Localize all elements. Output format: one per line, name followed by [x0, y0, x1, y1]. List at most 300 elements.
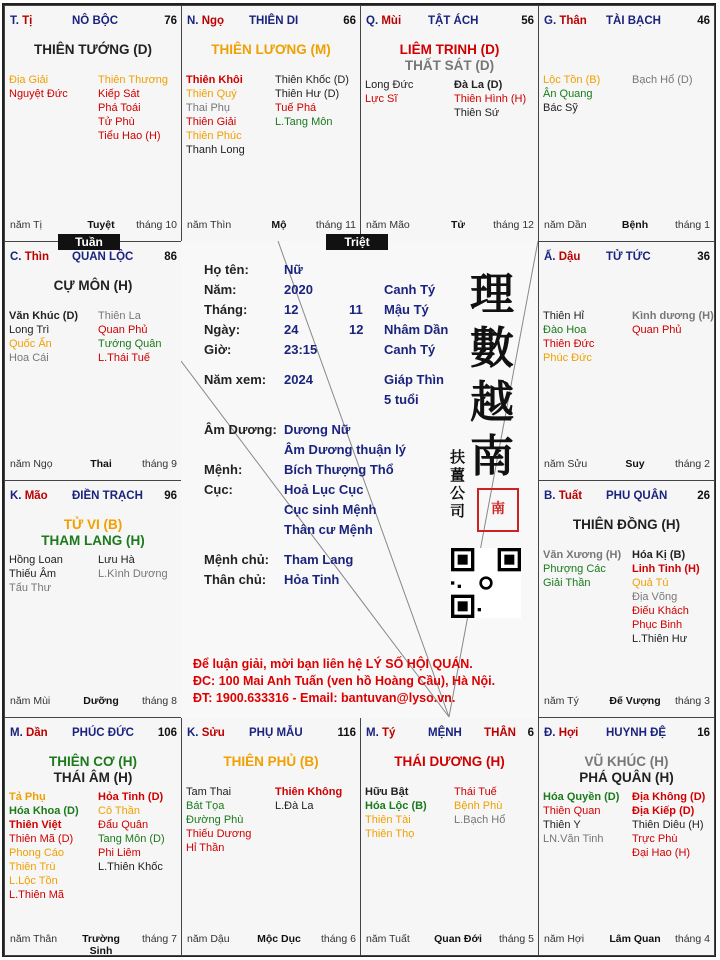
life-stage: Bệnh: [621, 219, 649, 231]
palace-header: [366, 727, 534, 743]
palace-year: năm Thân: [10, 933, 58, 945]
minor-star[interactable]: Thiếu Dương: [186, 828, 252, 840]
main-stars: [5, 278, 181, 294]
palace-footer: [187, 933, 356, 947]
minor-star[interactable]: Bát Tọa: [186, 800, 225, 812]
minor-star[interactable]: Đẩu Quân: [98, 819, 149, 831]
minor-star[interactable]: Phúc Đức: [543, 352, 592, 364]
minor-stars-left: [186, 73, 245, 157]
info-value: Hoả Lục Cục: [284, 482, 364, 497]
info-label: Ngày:: [204, 322, 241, 337]
minor-stars-right: [632, 73, 693, 87]
calligraphy-char: 理: [470, 269, 514, 320]
info-can-chi: Mậu Tý: [384, 302, 429, 317]
palace-age: 36: [697, 251, 710, 263]
info-label: Cục:: [204, 482, 233, 497]
info-lunar-value: 12: [349, 322, 364, 337]
minor-star[interactable]: Thái Tuế: [454, 786, 497, 798]
minor-star[interactable]: L.Thiên Hư: [632, 633, 688, 645]
life-stage: Thai: [90, 458, 112, 470]
heavenly-stem: K.: [10, 490, 22, 502]
minor-star[interactable]: L.Thiên Khốc: [98, 861, 163, 873]
palace-name: PHỤ MẪU: [249, 727, 303, 739]
contact-address: ĐC: 100 Mai Anh Tuấn (ven hồ Hoàng Cầu), Hà Nội.: [193, 674, 496, 688]
heavenly-stem: N.: [187, 15, 199, 27]
minor-stars-right: [454, 785, 505, 827]
palace-thin[interactable]: [4, 241, 182, 481]
heavenly-stem: M.: [10, 727, 23, 739]
palace-ngo[interactable]: [181, 5, 361, 242]
minor-star[interactable]: Ân Quang: [543, 88, 593, 100]
minor-star[interactable]: Hóa Lộc (B): [365, 800, 427, 812]
palace-footer: [10, 933, 177, 956]
palace-month: tháng 4: [674, 933, 710, 945]
main-star[interactable]: PHÁ QUÂN (H): [579, 770, 674, 785]
info-label: Giờ:: [204, 342, 232, 357]
palace-header: [544, 251, 710, 267]
info-value: Cục sinh Mệnh: [284, 502, 377, 517]
earthly-branch: Thân: [559, 15, 587, 27]
life-stage: Suy: [625, 458, 645, 470]
palace-stem-branch: [366, 15, 401, 27]
palace-header: [187, 727, 356, 743]
earthly-branch: Tý: [381, 727, 396, 739]
main-star[interactable]: THIÊN LƯƠNG (M): [211, 42, 331, 57]
minor-star[interactable]: Long Đức: [365, 79, 414, 91]
minor-star[interactable]: Hồng Loan: [9, 554, 63, 566]
info-value: 2024: [284, 372, 313, 387]
minor-star[interactable]: Lực Sĩ: [365, 93, 398, 105]
heavenly-stem: Đ.: [544, 727, 556, 739]
life-stage: Tuyệt: [87, 219, 115, 231]
info-value: Tham Lang: [284, 552, 354, 567]
palace-footer: [544, 933, 710, 947]
minor-star[interactable]: Tả Phụ: [9, 791, 46, 803]
minor-star[interactable]: Hóa Quyền (D): [543, 791, 620, 803]
palace-month: tháng 1: [674, 219, 710, 231]
palace-month: tháng 12: [493, 219, 534, 231]
palace-dan[interactable]: [4, 717, 182, 956]
main-star[interactable]: THẤT SÁT (D): [404, 58, 495, 73]
minor-star[interactable]: Đường Phù: [186, 814, 244, 826]
life-stage: Trường Sinh: [82, 933, 120, 956]
main-star[interactable]: VŨ KHÚC (H): [584, 754, 669, 769]
minor-stars-left: [543, 309, 594, 365]
minor-star[interactable]: Thai Phụ: [186, 102, 231, 114]
main-star[interactable]: THAM LANG (H): [41, 533, 145, 548]
minor-star[interactable]: Thiên Phúc: [186, 130, 242, 142]
main-stars: [5, 754, 181, 786]
palace-header: [544, 727, 710, 743]
minor-stars-left: [543, 790, 619, 846]
info-can-chi: Canh Tý: [384, 342, 436, 357]
minor-star[interactable]: Đà La (D): [454, 79, 503, 91]
minor-star[interactable]: Thiên Việt: [9, 819, 62, 831]
minor-star[interactable]: Bạch Hổ (D): [632, 74, 693, 86]
palace-age: 86: [164, 251, 177, 263]
main-star[interactable]: THÁI DƯƠNG (H): [394, 754, 505, 769]
minor-stars-left: [186, 785, 251, 855]
minor-star[interactable]: Trực Phù: [632, 833, 678, 845]
minor-stars-right: [98, 73, 168, 143]
calligraphy-small-char: 扶: [450, 448, 466, 466]
palace-ti[interactable]: [4, 5, 182, 242]
info-value: 24: [284, 322, 299, 337]
qr-code[interactable]: [451, 548, 521, 618]
minor-stars-right: [275, 73, 349, 129]
main-star[interactable]: THIÊN PHỦ (B): [223, 754, 319, 769]
palace-header: [544, 490, 710, 506]
minor-star[interactable]: Thiên Diêu (H): [632, 819, 704, 831]
palace-footer: [544, 695, 710, 709]
palace-footer: [10, 219, 177, 233]
minor-star[interactable]: Quan Phủ: [98, 324, 148, 336]
palace-month: tháng 9: [141, 458, 177, 470]
minor-star[interactable]: Tang Môn (D): [98, 833, 165, 845]
heavenly-stem: Q.: [366, 15, 379, 27]
minor-star[interactable]: Thiên Trù: [9, 861, 56, 873]
minor-star[interactable]: Quả Tú: [632, 577, 669, 589]
palace-stem-branch: [544, 251, 580, 263]
minor-star[interactable]: Tử Phù: [98, 116, 135, 128]
minor-star[interactable]: Thiên Tài: [365, 814, 411, 826]
palace-month: tháng 3: [674, 695, 710, 707]
minor-stars-left: [9, 309, 78, 365]
info-value: Hỏa Tinh: [284, 572, 340, 587]
minor-star[interactable]: Thiên Hình (H): [454, 93, 527, 105]
palace-age: 16: [697, 727, 710, 739]
minor-star[interactable]: Hoa Cái: [9, 352, 49, 364]
minor-star[interactable]: L.Tang Môn: [275, 116, 333, 128]
palace-year: năm Mùi: [10, 695, 51, 707]
info-label: Âm Dương:: [204, 422, 277, 437]
info-can-chi: Giáp Thìn: [384, 372, 444, 387]
earthly-branch: Thìn: [24, 251, 49, 263]
earthly-branch: Sửu: [201, 727, 225, 739]
palace-name: TÀI BẠCH: [606, 15, 661, 27]
life-stage: Mộc Dục: [257, 933, 301, 945]
palace-stem-branch: [187, 727, 225, 739]
info-can-chi: Nhâm Dần: [384, 322, 449, 337]
palace-footer: [366, 219, 534, 233]
palace-name: TẬT ÁCH: [428, 15, 479, 27]
earthly-branch: Dậu: [558, 251, 581, 263]
palace-year: năm Ngọ: [10, 458, 53, 470]
info-label: Tháng:: [204, 302, 248, 317]
main-star[interactable]: LIÊM TRINH (D): [399, 42, 500, 57]
palace-header: [10, 251, 177, 267]
minor-star[interactable]: Thiên Mã (D): [9, 833, 74, 845]
heavenly-stem: T.: [10, 15, 19, 27]
main-stars: [5, 517, 181, 549]
palace-age: 106: [157, 727, 177, 739]
info-label: Thân chủ:: [204, 572, 267, 587]
life-stage: Tử: [450, 219, 466, 231]
palace-age: 46: [697, 15, 710, 27]
palace-name: THIÊN DI: [249, 15, 299, 27]
main-stars: [182, 754, 360, 770]
minor-star[interactable]: Thiên Quan: [543, 805, 601, 817]
label-name: Họ tên:: [204, 262, 249, 277]
heavenly-stem: K.: [187, 727, 199, 739]
minor-star[interactable]: Thiên Hỉ: [543, 310, 584, 322]
palace-name: NÔ BỘC: [72, 15, 118, 27]
palace-mui[interactable]: [360, 5, 539, 242]
palace-month: tháng 10: [136, 219, 177, 231]
minor-star[interactable]: Điếu Khách: [632, 605, 689, 617]
minor-star[interactable]: LN.Văn Tinh: [543, 833, 604, 845]
palace-footer: [366, 933, 534, 947]
palace-footer: [544, 458, 710, 472]
minor-star[interactable]: Thiên Sứ: [454, 107, 500, 119]
palace-hoi[interactable]: [538, 717, 715, 956]
minor-star[interactable]: Đại Hao (H): [632, 847, 691, 859]
minor-star[interactable]: Kiếp Sát: [98, 88, 140, 100]
minor-star[interactable]: Quốc Ấn: [9, 338, 52, 350]
info-label: Năm xem:: [204, 372, 267, 387]
earthly-branch: Dần: [25, 727, 48, 739]
palace-than[interactable]: [538, 5, 715, 242]
minor-star[interactable]: Hữu Bật: [365, 786, 409, 798]
minor-star[interactable]: Quan Phủ: [632, 324, 682, 336]
minor-star[interactable]: Thiên Đức: [543, 338, 595, 350]
palace-age: 56: [521, 15, 534, 27]
minor-star[interactable]: L.Thái Tuế: [98, 352, 150, 364]
palace-name: ĐIỀN TRẠCH: [72, 490, 143, 502]
earthly-branch: Ngọ: [201, 15, 225, 27]
minor-star[interactable]: Phượng Các: [543, 563, 606, 575]
palace-month: tháng 7: [141, 933, 177, 945]
minor-star[interactable]: Hóa Khoa (D): [9, 805, 79, 817]
palace-stem-branch: [544, 15, 587, 27]
palace-header: [544, 15, 710, 31]
minor-star[interactable]: Thiếu Âm: [9, 568, 57, 580]
minor-star[interactable]: Phi Liêm: [98, 847, 141, 859]
life-stage: Mộ: [271, 219, 287, 231]
main-star[interactable]: TỬ VI (B): [63, 517, 123, 532]
minor-star[interactable]: Địa Giải: [9, 74, 49, 86]
life-stage: Lâm Quan: [609, 933, 661, 945]
minor-star[interactable]: Thiên Quý: [186, 88, 237, 100]
minor-star[interactable]: Thiên Hư (D): [275, 88, 340, 100]
contact-info: [193, 656, 495, 707]
info-label: Mệnh:: [204, 462, 243, 477]
main-star[interactable]: THÁI ÂM (H): [53, 770, 133, 785]
calligraphy-small: [450, 448, 470, 520]
info-value: Bích Thượng Thổ: [284, 462, 394, 477]
earthly-branch: Tuất: [558, 490, 583, 502]
info-can-chi: Canh Tý: [384, 282, 436, 297]
minor-star[interactable]: Đào Hoa: [543, 324, 587, 336]
palace-stem-branch: [10, 490, 48, 502]
palace-month: tháng 11: [315, 219, 356, 231]
minor-star[interactable]: Thiên Giải: [186, 116, 237, 128]
palace-name: MỆNH: [428, 727, 462, 739]
minor-star[interactable]: L.Bạch Hổ: [454, 814, 506, 826]
palace-header: [10, 490, 177, 506]
palace-year: năm Mão: [366, 219, 410, 231]
minor-star[interactable]: Bệnh Phù: [454, 800, 503, 812]
calligraphy-char: 南: [470, 431, 514, 482]
minor-stars-right: [98, 309, 162, 365]
calligraphy-small-char: 公: [450, 484, 466, 502]
minor-stars-right: [98, 790, 165, 874]
palace-header: [187, 15, 356, 31]
palace-year: năm Dần: [544, 219, 587, 231]
earthly-branch: Tị: [22, 15, 33, 27]
minor-star[interactable]: L.Lộc Tồn: [9, 875, 58, 887]
calligraphy-char: 數: [470, 323, 514, 374]
minor-star[interactable]: L.Đà La: [275, 800, 314, 812]
palace-footer: [187, 219, 356, 233]
palace-age: 96: [164, 490, 177, 502]
palace-age: 66: [343, 15, 356, 27]
main-star[interactable]: CỰ MÔN (H): [53, 278, 133, 293]
palace-stem-branch: [544, 490, 582, 502]
palace-month: tháng 6: [320, 933, 356, 945]
earthly-branch: Mùi: [381, 15, 402, 27]
than-marker: THÂN: [484, 727, 516, 739]
minor-star[interactable]: Tấu Thư: [9, 582, 52, 594]
heavenly-stem: M.: [366, 727, 379, 739]
info-value: 2020: [284, 282, 313, 297]
info-lunar-value: 11: [349, 302, 363, 317]
main-stars: [539, 754, 714, 786]
calligraphy-small-char: 司: [450, 502, 466, 520]
info-can-chi: 5 tuổi: [384, 392, 419, 407]
palace-year: năm Dậu: [187, 933, 230, 945]
minor-star[interactable]: Nguyệt Đức: [9, 88, 68, 100]
minor-star[interactable]: Lộc Tồn (B): [543, 74, 601, 86]
minor-star[interactable]: Kình dương (H): [632, 310, 714, 322]
minor-star[interactable]: Phục Binh: [632, 619, 683, 631]
minor-stars-left: [543, 73, 600, 115]
main-star[interactable]: THIÊN TƯỚNG (D): [34, 42, 152, 57]
calligraphy-small-char: 薑: [450, 466, 466, 484]
minor-star[interactable]: Văn Xương (H): [543, 549, 622, 561]
earthly-branch: Hợi: [558, 727, 579, 739]
minor-star[interactable]: Thiên Khôi: [186, 74, 243, 86]
minor-star[interactable]: Tam Thai: [186, 786, 232, 798]
earthly-branch: Mão: [24, 490, 48, 502]
palace-dau[interactable]: [538, 241, 715, 481]
palace-year: năm Sửu: [544, 458, 588, 470]
minor-stars-left: [9, 790, 79, 902]
life-stage: Dưỡng: [83, 695, 119, 707]
heavenly-stem: G.: [544, 15, 557, 27]
main-star[interactable]: THIÊN ĐỒNG (H): [572, 517, 681, 532]
calligraphy-char: 越: [470, 377, 514, 428]
info-label: Mệnh chủ:: [204, 552, 269, 567]
palace-suu[interactable]: [181, 717, 361, 956]
palace-tuat[interactable]: [538, 480, 715, 718]
minor-star[interactable]: L.Kình Dương: [98, 568, 168, 580]
minor-star[interactable]: Giải Thần: [543, 577, 591, 589]
palace-mao[interactable]: [4, 480, 182, 718]
minor-star[interactable]: Địa Kiếp (D): [632, 805, 695, 817]
palace-name: PHÚC ĐỨC: [72, 727, 134, 739]
minor-stars-right: [98, 553, 168, 581]
palace-age: 26: [697, 490, 710, 502]
minor-star[interactable]: Thanh Long: [186, 144, 245, 156]
minor-star[interactable]: Lưu Hà: [98, 554, 135, 566]
tuan-marker: Tuần: [58, 234, 120, 250]
minor-star[interactable]: Phong Cáo: [9, 847, 65, 859]
palace-year: năm Hợi: [544, 933, 585, 945]
minor-star[interactable]: Phá Toái: [98, 102, 141, 114]
life-stage: Quan Đới: [434, 933, 482, 945]
heavenly-stem: C.: [10, 251, 22, 263]
palace-header: [10, 15, 177, 31]
minor-star[interactable]: Hỉ Thần: [186, 842, 225, 854]
palace-footer: [544, 219, 710, 233]
minor-star[interactable]: Thiên Không: [275, 786, 343, 798]
minor-star[interactable]: Thiên Thọ: [365, 828, 415, 840]
palace-year: năm Tuất: [366, 933, 410, 945]
main-stars: [361, 754, 538, 770]
palace-age: 116: [337, 727, 356, 739]
minor-star[interactable]: Tướng Quân: [98, 338, 162, 350]
palace-stem-branch: [544, 727, 578, 739]
main-star[interactable]: THIÊN CƠ (H): [48, 754, 137, 769]
minor-star[interactable]: Linh Tinh (H): [632, 563, 700, 575]
red-seal: 南: [477, 488, 519, 532]
life-stage: Đế Vượng: [609, 695, 661, 707]
minor-star[interactable]: Thiên Khốc (D): [275, 74, 349, 86]
minor-star[interactable]: Cô Thần: [98, 805, 140, 817]
minor-star[interactable]: Thiên Thương: [98, 74, 169, 86]
minor-star[interactable]: Thiên Y: [543, 819, 581, 831]
main-stars: [539, 517, 714, 533]
info-value: 23:15: [284, 342, 318, 357]
minor-star[interactable]: Long Trì: [9, 324, 50, 336]
palace-name: QUAN LỘC: [72, 251, 134, 263]
minor-star[interactable]: Hóa Kị (B): [632, 549, 686, 561]
minor-star[interactable]: Tuế Phá: [275, 102, 317, 114]
minor-star[interactable]: Địa Võng: [632, 591, 678, 603]
info-value: 12: [284, 302, 299, 317]
minor-star[interactable]: Bác Sỹ: [543, 102, 578, 114]
contact-phone-email[interactable]: ĐT: 1900.633316 - Email: bantuvan@lyso.vn.: [193, 691, 456, 705]
palace-ty[interactable]: [360, 717, 539, 956]
minor-stars-right: [632, 548, 700, 646]
palace-year: năm Tị: [10, 219, 42, 231]
minor-stars-right: [632, 790, 705, 860]
palace-stem-branch: [10, 15, 32, 27]
minor-star[interactable]: L.Thiên Mã: [9, 889, 65, 901]
palace-age: 6: [527, 727, 534, 739]
minor-star[interactable]: Văn Khúc (D): [9, 310, 79, 322]
main-stars: [5, 42, 181, 58]
info-value: Âm Dương thuận lý: [284, 442, 406, 457]
palace-stem-branch: [187, 15, 224, 27]
minor-stars-left: [9, 73, 68, 101]
info-value: Dương Nữ: [284, 422, 351, 437]
minor-stars-right: [454, 78, 526, 120]
palace-month: tháng 5: [498, 933, 534, 945]
calligraphy-title: [462, 268, 522, 484]
minor-star[interactable]: Thiên La: [98, 310, 141, 322]
contact-line-1: Để luận giải, mời bạn liên hệ LÝ SỐ HỘI QUÁN.: [193, 657, 473, 671]
palace-header: [10, 727, 177, 743]
minor-star[interactable]: Tiểu Hao (H): [98, 130, 161, 142]
minor-star[interactable]: Địa Không (D): [632, 791, 706, 803]
minor-stars-left: [9, 553, 63, 595]
minor-star[interactable]: Hỏa Tinh (D): [98, 791, 164, 803]
main-stars: [182, 42, 360, 58]
info-label: Năm:: [204, 282, 237, 297]
triet-marker: Triệt: [326, 234, 388, 250]
